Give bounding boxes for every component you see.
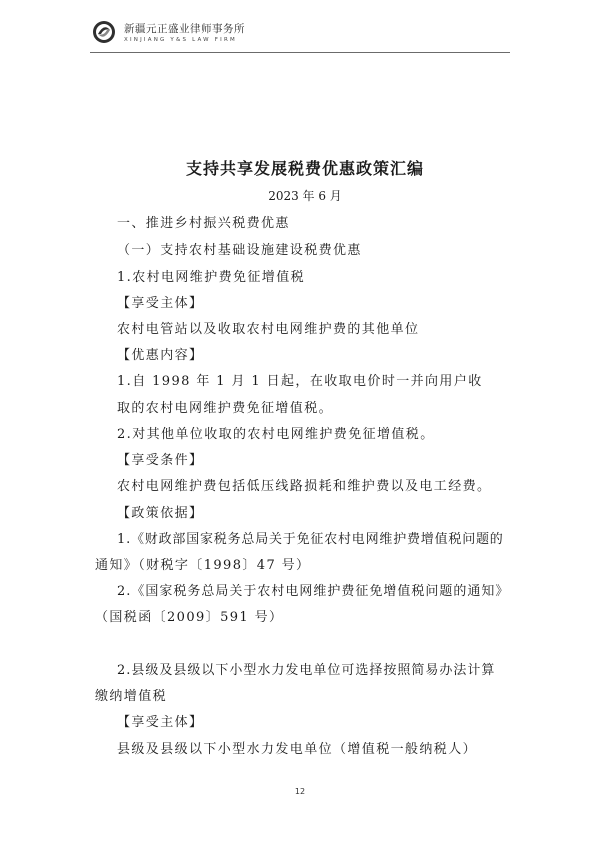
paragraph-line: 取的农村电网维护费免征增值税。 xyxy=(117,401,334,416)
document-title: 支持共享发展税费优惠政策汇编 xyxy=(185,159,424,178)
item-heading: 2.县级及县级以下小型水力发电单位可选择按照简易办法计算 xyxy=(117,663,496,678)
paragraph-line: 农村电网维护费包括低压线路损耗和维护费以及电工经费。 xyxy=(117,479,492,494)
firm-name-cn: 新疆元正盛业律师事务所 xyxy=(124,23,245,35)
section-heading: 一、推进乡村振兴税费优惠 xyxy=(117,216,290,231)
page-number: 12 xyxy=(294,787,306,796)
label-beneficiary: 【享受主体】 xyxy=(117,296,204,311)
paragraph-line: 农村电管站以及收取农村电网维护费的其他单位 xyxy=(117,322,420,337)
item-heading-continued: 缴纳增值税 xyxy=(95,689,168,704)
document-date: 2023 年 6 月 xyxy=(268,189,342,203)
letterhead xyxy=(92,18,352,50)
item-heading: 1.农村电网维护费免征增值税 xyxy=(117,270,306,285)
paragraph-line: 2.对其他单位收取的农村电网维护费免征增值税。 xyxy=(117,427,435,442)
label-policy-basis: 【政策依据】 xyxy=(117,506,204,521)
paragraph-line: （国税函〔2009〕591 号） xyxy=(95,610,284,625)
firm-name-en: XINJIANG Y&S LAW FIRM xyxy=(124,37,237,43)
label-conditions: 【享受条件】 xyxy=(117,453,204,468)
header-divider xyxy=(90,52,510,53)
paragraph-line: 1.《财政部国家税务总局关于免征农村电网维护费增值税问题的 xyxy=(117,532,504,547)
firm-logo-icon xyxy=(92,20,116,44)
label-content: 【优惠内容】 xyxy=(117,348,204,363)
paragraph-line: 1.自 1998 年 1 月 1 日起，在收取电价时一并向用户收 xyxy=(117,374,483,389)
paragraph-line: 2.《国家税务总局关于农村电网维护费征免增值税问题的通知》 xyxy=(117,584,510,599)
label-beneficiary: 【享受主体】 xyxy=(117,715,204,730)
paragraph-line: 通知》（财税字〔1998〕47 号） xyxy=(95,558,311,573)
paragraph-line: 县级及县级以下小型水力发电单位（增值税一般纳税人） xyxy=(117,742,478,757)
subsection-heading: （一）支持农村基础设施建设税费优惠 xyxy=(117,243,362,258)
